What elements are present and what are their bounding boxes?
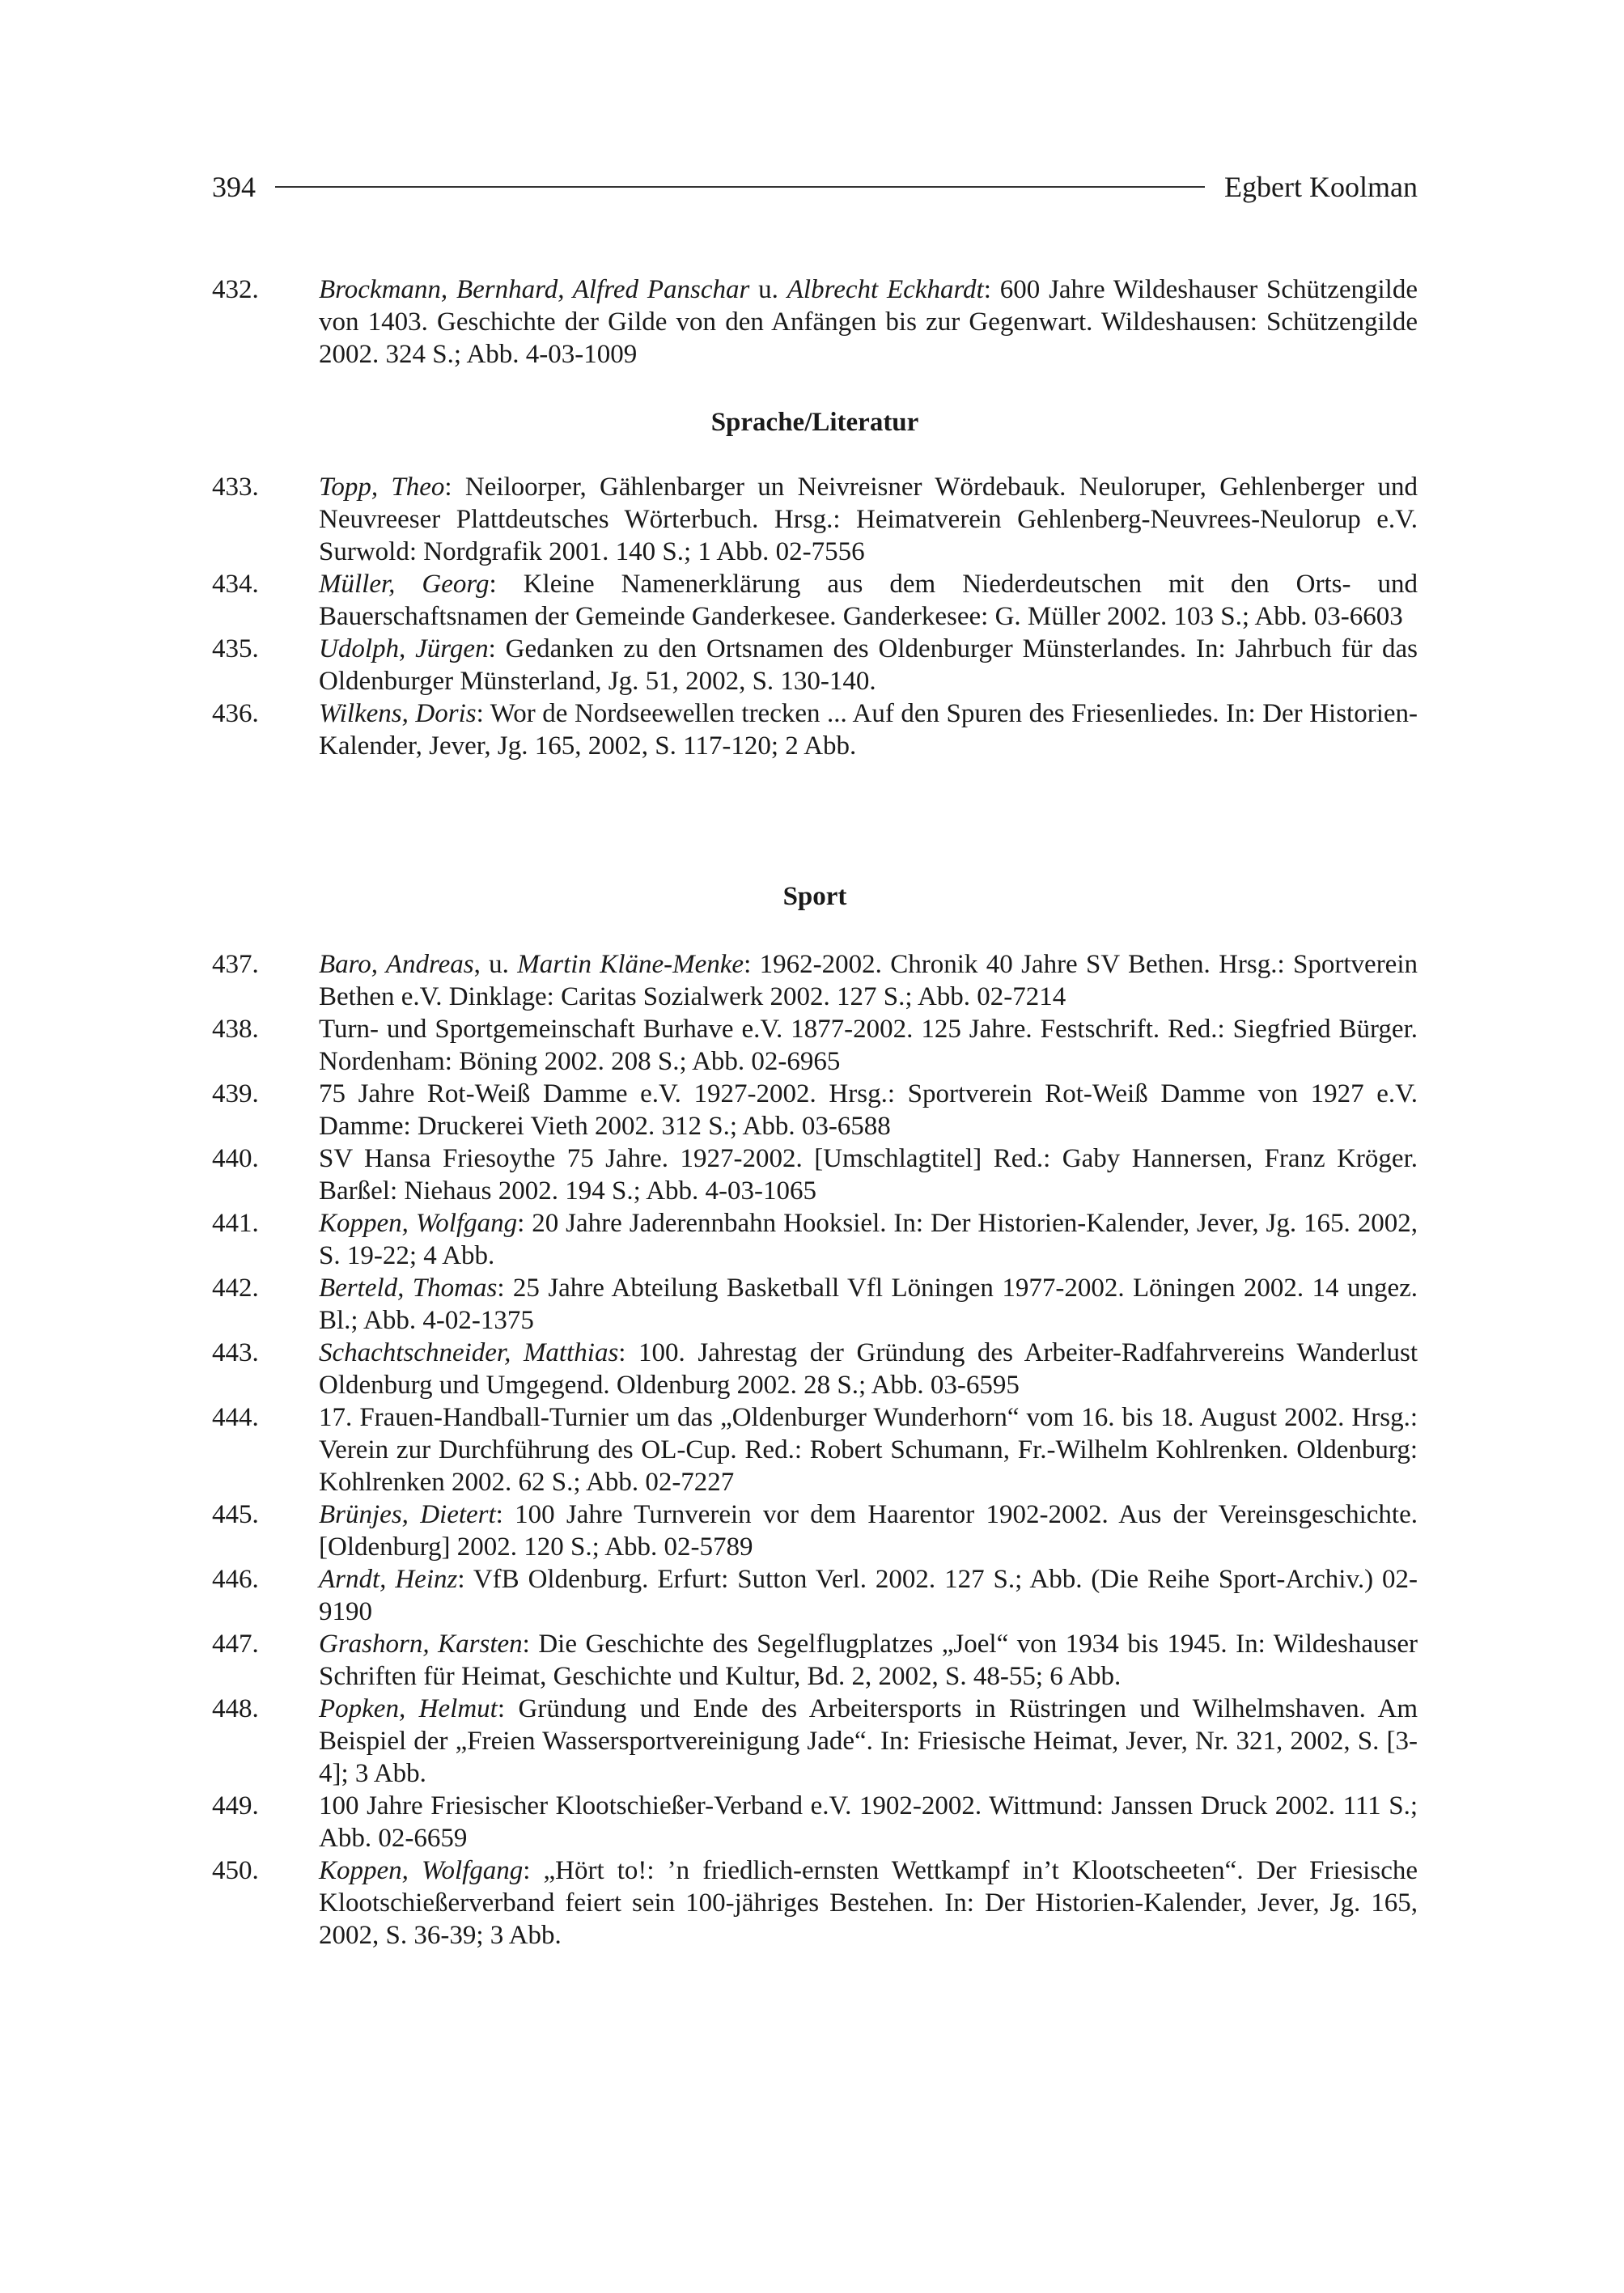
entry-number: 444. (212, 1403, 259, 1432)
page-number: 394 (212, 171, 256, 203)
bibliography-entry (212, 1854, 1418, 1952)
entry-number: 442. (212, 1274, 259, 1303)
entry-author: Koppen, Wolfgang (319, 1856, 524, 1885)
entry-number: 435. (212, 634, 259, 663)
bibliography-entry (212, 568, 1418, 633)
entry-citation: 17. Frauen-Handball-Turnier um das „Oldenburger Wunderhorn“ vom 16. bis 18. August 2002. Hrsg.: Verein zur Durchführung des OL-Cup. Red.: Robert Schumann, Fr.-Wilhelm Kohlrenken. Oldenburg: Kohlrenken 2002. 62 S.; Abb. 02-7227 (319, 1403, 1418, 1497)
entry-text (319, 1854, 1418, 1952)
entry-citation: SV Hansa Friesoythe 75 Jahre. 1927-2002. [Umschlagtitel] Red.: Gaby Hannersen, Franz Kröger. Barßel: Niehaus 2002. 194 S.; Abb. 4-03-1065 (319, 1144, 1418, 1206)
entry-citation: : 1962-2002. Chronik 40 Jahre SV Bethen. Hrsg.: Sportverein Bethen e.V. Dinklage: Caritas Sozialwerk 2002. 127 S.; Abb. 02-7214 (319, 950, 1418, 1011)
bibliography-entry (212, 471, 1418, 568)
bibliography-entry (212, 1401, 1418, 1498)
section-heading-sprache-literatur: Sprache/Literatur (710, 408, 919, 437)
entry-number: 448. (212, 1694, 259, 1723)
entry-author: Brünjes, Dietert (319, 1500, 496, 1529)
entry-number: 436. (212, 699, 259, 728)
entry-number: 440. (212, 1144, 259, 1173)
entry-text (319, 1563, 1418, 1628)
section-sport-entries (212, 948, 1418, 1952)
entry-citation: : „Hört to!: ’n friedlich-ernsten Wettkampf in’t Klootscheeten“. Der Friesische Klootschießerverband feiert sein 100-jähriges Bestehen. In: Der Historien-Kalender, Jever, Jg. 165, 2002, S. 36-39; 3 Abb. (319, 1856, 1418, 1950)
entry-text (319, 1401, 1418, 1498)
bibliography-entry (212, 1790, 1418, 1854)
bibliography-entry (212, 1628, 1418, 1693)
entry-citation: 100 Jahre Friesischer Klootschießer-Verband e.V. 1902-2002. Wittmund: Janssen Druck 2002. 111 S.; Abb. 02-6659 (319, 1791, 1418, 1853)
entry-author: Koppen, Wolfgang (319, 1209, 518, 1238)
entry-author: Albrecht Eckhardt (787, 275, 984, 304)
entry-text (319, 948, 1418, 1013)
entry-text (319, 633, 1418, 697)
entry-number: 432. (212, 275, 259, 304)
entry-author: Schachtschneider, Matthias (319, 1338, 619, 1367)
bibliography-entry (212, 633, 1418, 697)
entry-text (319, 1498, 1418, 1563)
bibliography-entry (212, 1078, 1418, 1142)
entry-text (319, 1272, 1418, 1337)
entry-citation: u. (749, 275, 787, 304)
entry-author: Berteld, Thomas (319, 1274, 498, 1303)
entry-number: 438. (212, 1015, 259, 1044)
entry-number: 445. (212, 1500, 259, 1529)
entry-number: 447. (212, 1630, 259, 1659)
section-general-entries (212, 273, 1418, 371)
bibliography-entry (212, 697, 1418, 762)
section-heading-sport: Sport (782, 882, 847, 911)
entry-citation: : Gedanken zu den Ortsnamen des Oldenburger Münsterlandes. In: Jahrbuch für das Oldenburger Münsterland, Jg. 51, 2002, S. 130-140. (319, 634, 1418, 696)
entry-author: Baro, Andreas (319, 950, 474, 979)
entry-citation: : 600 Jahre Wildeshauser Schützengilde von 1403. Geschichte der Gilde von den Anfängen bis zur Gegenwart. Wildeshausen: Schützengilde 2002. 324 S.; Abb. 4-03-1009 (319, 275, 1418, 369)
header-rule (275, 186, 1205, 188)
entry-text (319, 1337, 1418, 1401)
entry-citation: 75 Jahre Rot-Weiß Damme e.V. 1927-2002. Hrsg.: Sportverein Rot-Weiß Damme von 1927 e.V. Damme: Druckerei Vieth 2002. 312 S.; Abb. 03-6588 (319, 1079, 1418, 1141)
entry-author: Martin Kläne-Menke (517, 950, 744, 979)
entry-author: Arndt, Heinz (319, 1565, 458, 1594)
entry-text (319, 1078, 1418, 1142)
entry-text (319, 697, 1418, 762)
entry-author: Grashorn, Karsten (319, 1630, 523, 1659)
entry-text (319, 1142, 1418, 1207)
entry-text (319, 471, 1418, 568)
entry-citation: : Kleine Namenerklärung aus dem Niederdeutschen mit den Orts- und Bauerschaftsnamen der Gemeinde Ganderkesee. Ganderkesee: G. Müller 2002. 103 S.; Abb. 03-6603 (319, 570, 1418, 631)
entry-number: 446. (212, 1565, 259, 1594)
bibliography-entry (212, 1207, 1418, 1272)
entry-citation: , u. (473, 950, 518, 979)
bibliography-entry (212, 1693, 1418, 1790)
bibliography-entry (212, 1272, 1418, 1337)
entry-author: Popken, Helmut (319, 1694, 498, 1723)
bibliography-entry (212, 1337, 1418, 1401)
entry-author: Wilkens, Doris (319, 699, 477, 728)
entry-citation: : Neiloorper, Gählenbarger un Neivreisner Wördebauk. Neuloruper, Gehlenberger und Neuvreeser Plattdeutsches Wörterbuch. Hrsg.: Heimatverein Gehlenberg-Neuvrees-Neulorup e.V. Surwold: Nordgrafik 2001. 140 S.; 1 Abb. 02-7556 (319, 473, 1418, 566)
entry-number: 437. (212, 950, 259, 979)
entry-citation: : 20 Jahre Jaderennbahn Hooksiel. In: Der Historien-Kalender, Jever, Jg. 165. 2002, S. 19-22; 4 Abb. (319, 1209, 1418, 1270)
entry-author: Udolph, Jürgen (319, 634, 489, 663)
bibliography-entry (212, 1498, 1418, 1563)
running-author: Egbert Koolman (1224, 171, 1418, 203)
entry-text (319, 568, 1418, 633)
entry-number: 434. (212, 570, 259, 599)
entry-citation: : Wor de Nordseewellen trecken ... Auf den Spuren des Friesenliedes. In: Der Historien-Kalender, Jever, Jg. 165, 2002, S. 117-120; 2 Abb. (319, 699, 1418, 761)
entry-text (319, 1013, 1418, 1078)
bibliography-entry (212, 273, 1418, 371)
bibliography-entry (212, 1142, 1418, 1207)
entry-citation: : VfB Oldenburg. Erfurt: Sutton Verl. 2002. 127 S.; Abb. (Die Reihe Sport-Archiv.) 02-9190 (319, 1565, 1418, 1626)
entry-citation: : Gründung und Ende des Arbeitersports in Rüstringen und Wilhelmshaven. Am Beispiel der „Freien Wassersportvereinigung Jade“. In: Friesische Heimat, Jever, Nr. 321, 2002, S. [3-4]; 3 Abb. (319, 1694, 1418, 1788)
entry-author: Topp, Theo (319, 473, 445, 502)
entry-number: 433. (212, 473, 259, 502)
entry-number: 439. (212, 1079, 259, 1108)
entry-citation: : 100. Jahrestag der Gründung des Arbeiter-Radfahrvereins Wanderlust Oldenburg und Umgegend. Oldenburg 2002. 28 S.; Abb. 03-6595 (319, 1338, 1418, 1400)
entry-author: Brockmann, Bernhard, Alfred Panschar (319, 275, 750, 304)
entry-citation: : 25 Jahre Abteilung Basketball Vfl Löningen 1977-2002. Löningen 2002. 14 ungez. Bl.; Abb. 4-02-1375 (319, 1274, 1418, 1335)
entry-citation: Turn- und Sportgemeinschaft Burhave e.V. 1877-2002. 125 Jahre. Festschrift. Red.: Siegfried Bürger. Nordenham: Böning 2002. 208 S.; Abb. 02-6965 (319, 1015, 1418, 1076)
entry-text (319, 1790, 1418, 1854)
entry-citation: : Die Geschichte des Segelflugplatzes „Joel“ von 1934 bis 1945. In: Wildeshauser Schriften für Heimat, Geschichte und Kultur, Bd. 2, 2002, S. 48-55; 6 Abb. (319, 1630, 1418, 1691)
entry-text (319, 273, 1418, 371)
entry-number: 443. (212, 1338, 259, 1367)
entry-number: 449. (212, 1791, 259, 1820)
bibliography-entry (212, 1563, 1418, 1628)
bibliography-entry (212, 948, 1418, 1013)
entry-author: Müller, Georg (319, 570, 490, 599)
entry-text (319, 1207, 1418, 1272)
entry-number: 441. (212, 1209, 259, 1238)
entry-text (319, 1628, 1418, 1693)
running-header (212, 167, 1418, 207)
entry-citation: : 100 Jahre Turnverein vor dem Haarentor 1902-2002. Aus der Vereinsgeschichte. [Oldenburg] 2002. 120 S.; Abb. 02-5789 (319, 1500, 1418, 1562)
entry-text (319, 1693, 1418, 1790)
section-sprache-literatur-entries (212, 471, 1418, 762)
bibliography-entry (212, 1013, 1418, 1078)
entry-number: 450. (212, 1856, 259, 1885)
